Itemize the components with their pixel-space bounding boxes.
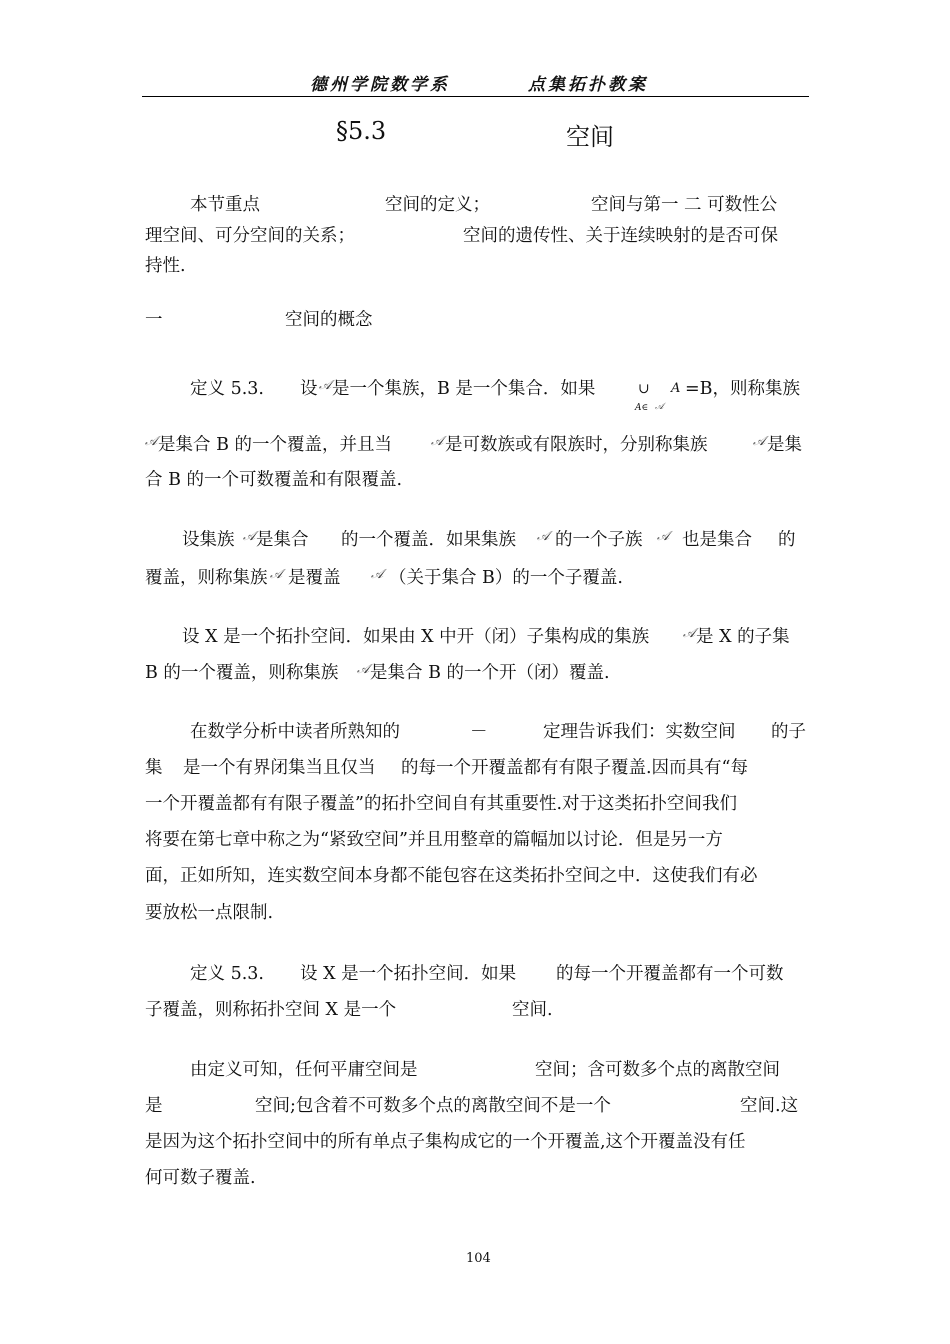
def1-text-e: 是可数族或有限族时，分别称集族 bbox=[445, 435, 708, 455]
def2-label: 定义 5.3. bbox=[190, 964, 264, 984]
para2-text-i: （关于集合 B）的一个子覆盖. bbox=[389, 568, 623, 588]
section-name: 空间 bbox=[566, 123, 614, 151]
para6-line-4: 何可数子覆盖. bbox=[145, 1168, 256, 1188]
script-a-symbol: 𝒜 bbox=[357, 662, 370, 677]
header-right: 点集拓扑教案 bbox=[528, 75, 648, 95]
para2-text-f: 的 bbox=[778, 530, 796, 550]
def1-text-b: 是一个集族，B 是一个集合．如果 bbox=[332, 379, 596, 399]
def1-text-d: 是集合 B 的一个覆盖，并且当 bbox=[158, 435, 392, 455]
para2-text-h: 是覆盖 bbox=[288, 568, 341, 588]
para2-text-e: 也是集合 bbox=[682, 530, 752, 550]
def1-label: 定义 5.3. bbox=[190, 379, 264, 399]
def1-text-a: 设 bbox=[300, 379, 318, 399]
para4-text-f: 的每一个开覆盖都有有限子覆盖.因而具有“每 bbox=[401, 758, 749, 778]
subsection-name: 空间的概念 bbox=[285, 310, 373, 330]
para3-text-c: B 的一个覆盖，则称集族 bbox=[145, 663, 339, 683]
para3-text-b: 是 X 的子集 bbox=[696, 627, 790, 647]
para4-line-4: 将要在第七章中称之为“紧致空间”并且用整章的篇幅加以讨论．但是另一方 bbox=[145, 830, 723, 850]
def1-text-f: 是集 bbox=[767, 435, 802, 455]
script-a-symbol: 𝒜 bbox=[243, 529, 256, 544]
def1-text-c: =B，则称集族 bbox=[685, 379, 801, 399]
para6-text-c: 是 bbox=[145, 1096, 163, 1116]
para6-text-e: 空间.这 bbox=[740, 1096, 799, 1116]
para4-text-a: 在数学分析中读者所熟知的 bbox=[190, 722, 400, 742]
script-b-symbol: 𝒜 bbox=[270, 567, 283, 582]
header-left: 德州学院数学系 bbox=[310, 75, 450, 95]
script-a-symbol: 𝒜 bbox=[753, 434, 766, 449]
union-A: A bbox=[671, 381, 681, 396]
header-rule bbox=[142, 96, 809, 97]
def2-text-b: 的每一个开覆盖都有一个可数 bbox=[556, 964, 784, 984]
def2-text-d: 空间. bbox=[512, 1000, 553, 1020]
focus-line-3: 持性. bbox=[145, 256, 186, 276]
focus-relation: 理空间、可分空间的关系； bbox=[145, 226, 355, 246]
script-b-symbol: 𝒜 bbox=[657, 529, 670, 544]
def2-text-c: 子覆盖，则称拓扑空间 X 是一个 bbox=[145, 1000, 397, 1020]
para6-text-b: 空间；含可数多个点的离散空间 bbox=[535, 1060, 780, 1080]
script-a-symbol: 𝒜 bbox=[431, 434, 444, 449]
para6-text-a: 由定义可知，任何平庸空间是 bbox=[190, 1060, 418, 1080]
para4-text-d: 集 bbox=[145, 758, 163, 778]
para2-text-g: 覆盖，则称集族 bbox=[145, 568, 268, 588]
para4-dash: － bbox=[470, 722, 488, 742]
def2-text-a: 设 X 是一个拓扑空间．如果 bbox=[300, 964, 517, 984]
subsection-number: 一 bbox=[145, 310, 163, 330]
script-a-symbol: 𝒜 bbox=[537, 529, 550, 544]
para6-line-3: 是因为这个拓扑空间中的所有单点子集构成它的一个开覆盖,这个开覆盖没有任 bbox=[145, 1132, 746, 1152]
para2-text-c: 的一个覆盖．如果集族 bbox=[341, 530, 516, 550]
script-a-symbol: 𝒜 bbox=[371, 567, 384, 582]
def1-line-3: 合 B 的一个可数覆盖和有限覆盖. bbox=[145, 470, 403, 490]
para4-text-c: 的子 bbox=[771, 722, 806, 742]
script-a-symbol: 𝒜 bbox=[683, 626, 696, 641]
section-number: §5.3 bbox=[336, 117, 387, 145]
union-symbol: ∪ bbox=[638, 381, 650, 397]
para4-line-6: 要放松一点限制. bbox=[145, 903, 274, 923]
focus-axiom: 空间与第一 二 可数性公 bbox=[591, 195, 778, 215]
para4-text-e: 是一个有界闭集当且仅当 bbox=[183, 758, 376, 778]
para2-text-b: 是集合 bbox=[256, 530, 309, 550]
para6-text-d: 空间;包含着不可数多个点的离散空间不是一个 bbox=[255, 1096, 611, 1116]
focus-def: 空间的定义； bbox=[385, 195, 490, 215]
script-a-symbol: 𝒜 bbox=[319, 378, 332, 393]
para2-text-d: 的一个子族 bbox=[555, 530, 643, 550]
para4-text-b: 定理告诉我们：实数空间 bbox=[543, 722, 736, 742]
union-index: A∈ bbox=[635, 403, 649, 413]
focus-label: 本节重点 bbox=[190, 195, 260, 215]
para4-line-5: 面，正如所知，连实数空间本身都不能包容在这类拓扑空间之中．这使我们有必 bbox=[145, 866, 758, 886]
para3-text-a: 设 X 是一个拓扑空间．如果由 X 中开（闭）子集构成的集族 bbox=[182, 627, 650, 647]
script-a-index: 𝒜 bbox=[655, 402, 664, 412]
para3-text-d: 是集合 B 的一个开（闭）覆盖. bbox=[370, 663, 610, 683]
script-a-symbol: 𝒜 bbox=[145, 434, 158, 449]
page-number: 104 bbox=[466, 1251, 491, 1266]
focus-heredity: 空间的遗传性、关于连续映射的是否可保 bbox=[463, 226, 778, 246]
para2-text-a: 设集族 bbox=[182, 530, 235, 550]
para4-line-3: 一个开覆盖都有有限子覆盖”的拓扑空间自有其重要性.对于这类拓扑空间我们 bbox=[145, 794, 738, 814]
